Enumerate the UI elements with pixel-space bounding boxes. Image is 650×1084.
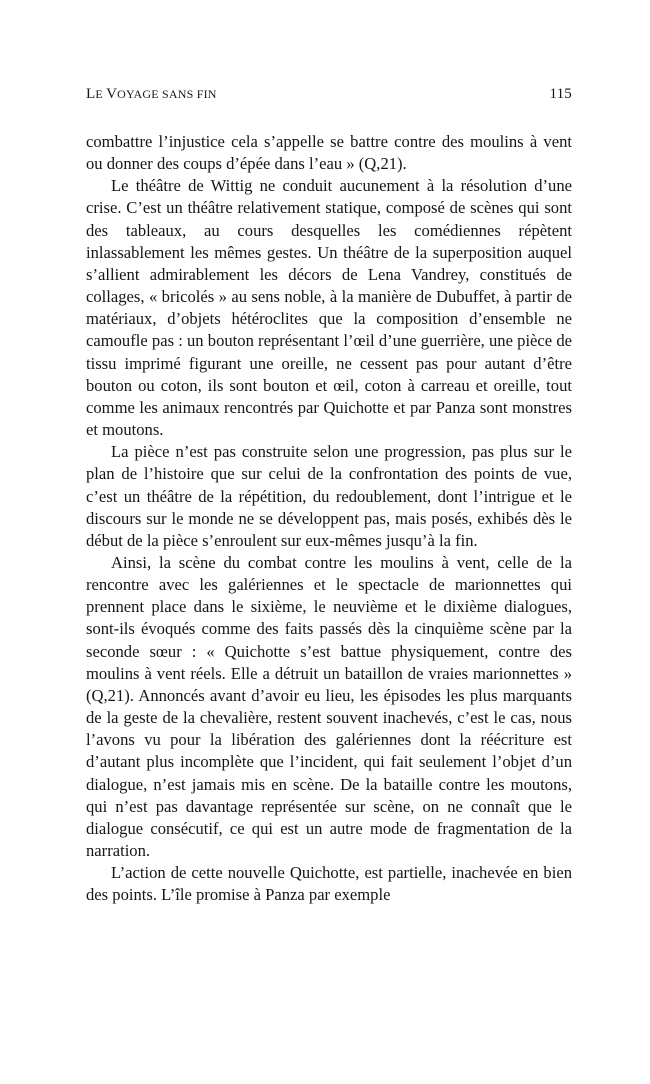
page-number: 115	[549, 86, 572, 102]
paragraph: L’action de cette nouvelle Quichotte, est partielle, inachevée en bien des points. L’île promise à Panza par exemple	[86, 863, 572, 905]
paragraph: Ainsi, la scène du combat contre les moulins à vent, celle de la rencontre avec les galériennes et le spectacle de marionnettes qui prennent place dans le sixième, le neuvième et le dixième dialogues, sont-ils évoqués comme des faits passés dès la cinquième scène par la seconde sœur : « Quichotte s’est battue physiquement, contre des moulins à vent réels. Elle a détruit un bataillon de vraies marionnettes » (Q,21). Annoncés avant d’avoir eu lieu, les épisodes les plus marquants de la geste de la chevalière, restent souvent inachevés, c’est le cas, nous l’avons vu pour la libération des galériennes dont la réécriture est d’autant plus incomplète que l’incident, qui fait seulement l’objet d’un dialogue, n’est jamais mis en scène. De la bataille contre les moutons, qui n’est pas davantage représentée sur scène, on ne connaît que le dialogue consécutif, ce qui est un autre mode de fragmentation de la narration.	[86, 552, 572, 860]
running-head	[86, 86, 572, 110]
running-title-rest-2: OYAGE SANS FIN	[117, 87, 217, 101]
book-page	[86, 86, 572, 906]
body-text	[86, 131, 572, 906]
paragraph: La pièce n’est pas construite selon une progression, pas plus sur le plan de l’histoire que sur celui de la confrontation des points de vue, c’est un théâtre de la répétition, du redoublement, dont l’intrigue et le discours sur le monde ne se développent pas, mais posés, exhibés dès le début de la pièce s’enroulent sur eux-mêmes jusqu’à la fin.	[86, 442, 572, 550]
running-title	[86, 86, 217, 103]
running-title-rest-1: E	[95, 87, 107, 101]
running-title-initial-1: L	[86, 86, 96, 102]
running-title-initial-2: V	[106, 86, 118, 102]
paragraph-continuation: combattre l’injustice cela s’appelle se battre contre des moulins à vent ou donner des coups d’épée dans l’eau » (Q,21).	[86, 132, 572, 174]
paragraph: Le théâtre de Wittig ne conduit aucunement à la résolution d’une crise. C’est un théâtre relativement statique, composé de scènes qui sont des tableaux, au cours desquelles les comédiennes répètent inlassablement les mêmes gestes. Un théâtre de la superposition auquel s’allient admirablement les décors de Lena Vandrey, constitués de collages, « bricolés » au sens noble, à la manière de Dubuffet, à partir de matériaux, d’objets hétéroclites que la composition d’ensemble ne camoufle pas : un bouton représentant l’œil d’une guerrière, une pièce de tissu imprimé figurant une oreille, ne cessent pas pour autant d’être bouton ou coton, ils sont bouton et œil, coton à carreau et oreille, tout comme les animaux rencontrés par Quichotte et par Panza sont monstres et moutons.	[86, 176, 572, 440]
